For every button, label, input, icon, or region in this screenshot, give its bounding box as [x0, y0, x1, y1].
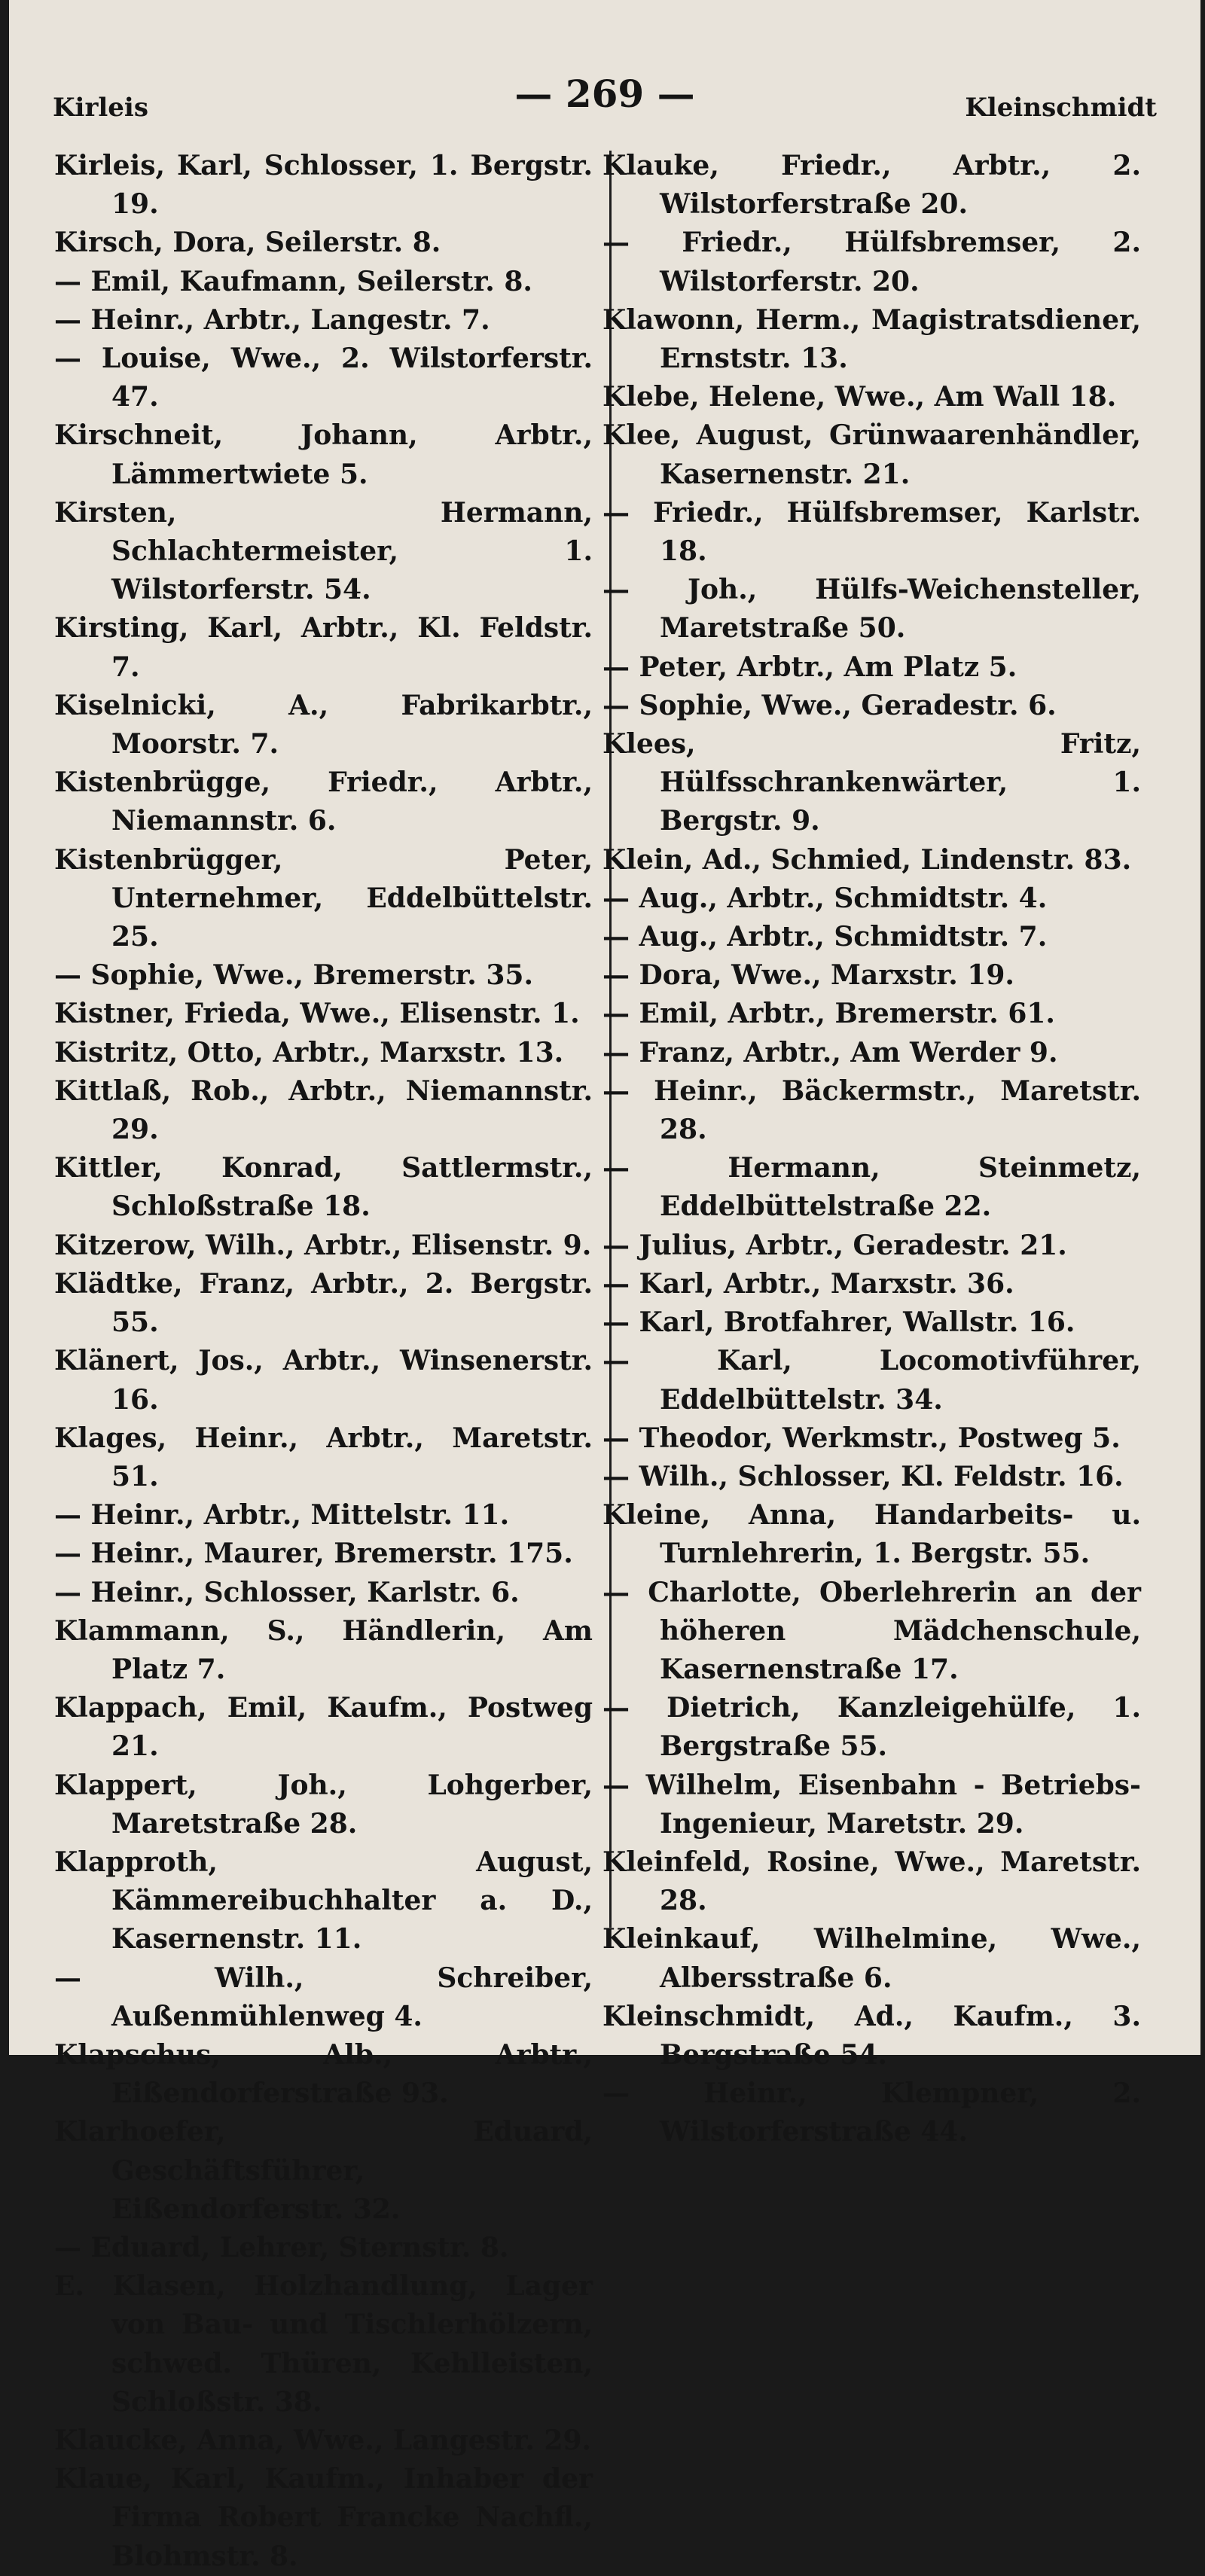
right-column [602, 147, 1141, 2152]
directory-entry: — Dora, Wwe., Marxstr. 19. [602, 959, 1014, 992]
directory-entry: Klappert, Joh., Lohgerber, Maretstraße 28. [54, 1769, 593, 1840]
directory-entry: Kittlaß, Rob., Arbtr., Niemannstr. 29. [54, 1075, 593, 1146]
directory-entry: — Heinr., Arbtr., Langestr. 7. [54, 303, 490, 336]
directory-entry: Klapproth, August, Kämmereibuchhalter a. D., Kasernenstr. 11. [54, 1846, 593, 1956]
directory-entry: — Peter, Arbtr., Am Platz 5. [602, 651, 1017, 683]
directory-entry: Kistner, Frieda, Wwe., Elisenstr. 1. [54, 998, 580, 1030]
directory-entry: Klappach, Emil, Kaufm., Postweg 21. [54, 1692, 593, 1763]
directory-entry: Kirschneit, Johann, Arbtr., Lämmertwiete 5. [54, 419, 593, 490]
directory-entry: — Heinr., Klempner, 2. Wilstorferstraße 44. [602, 2078, 1141, 2148]
directory-entry: Klee, August, Grünwaarenhändler, Kasernenstr. 21. [602, 419, 1141, 490]
directory-entry: — Julius, Arbtr., Geradestr. 21. [602, 1229, 1067, 1261]
directory-entry: — Karl, Locomotivführer, Eddelbüttelstr. 34. [602, 1345, 1141, 1416]
directory-entry: — Aug., Arbtr., Schmidtstr. 7. [602, 921, 1048, 953]
directory-entry: Kitzerow, Wilh., Arbtr., Elisenstr. 9. [54, 1229, 592, 1261]
directory-entry: — Sophie, Wwe., Geradestr. 6. [602, 689, 1057, 721]
directory-entry: — Heinr., Arbtr., Mittelstr. 11. [54, 1499, 510, 1532]
directory-entry: Klammann, S., Händlerin, Am Platz 7. [54, 1614, 593, 1685]
directory-entry: — Wilh., Schlosser, Kl. Feldstr. 16. [602, 1460, 1124, 1492]
directory-entry: Klaucke, Anna, Wwe., Langestr. 29. [54, 2424, 592, 2456]
directory-entry: — Heinr., Schlosser, Karlstr. 6. [54, 1576, 520, 1608]
directory-entry: Klaue, Karl, Kaufm., Inhaber der Firma Robert Francke Nachfl., Blohmstr. 8. [54, 2463, 593, 2572]
directory-entry: Kleinschmidt, Ad., Kaufm., 3. Bergstraße 54. [602, 2000, 1141, 2071]
directory-entry: — Louise, Wwe., 2. Wilstorferstr. 47. [54, 343, 593, 413]
directory-entry: Kistenbrügge, Friedr., Arbtr., Niemannstr. 6. [54, 767, 593, 837]
directory-entry: — Wilhelm, Eisenbahn - Betriebs-Ingenieur, Maretstr. 29. [602, 1769, 1141, 1840]
directory-entry: Klädtke, Franz, Arbtr., 2. Bergstr. 55. [54, 1267, 593, 1339]
directory-entry: Kiselnicki, A., Fabrikarbtr., Moorstr. 7. [54, 689, 593, 761]
directory-entry: — Friedr., Hülfsbremser, 2. Wilstorferstr. 20. [602, 227, 1141, 297]
directory-entry: — Heinr., Bäckermstr., Maretstr. 28. [602, 1075, 1141, 1146]
page-header [53, 72, 1157, 124]
page-number: — 269 — [514, 72, 695, 116]
directory-page [9, 0, 1200, 2572]
directory-entry: Klein, Ad., Schmied, Lindenstr. 83. [602, 843, 1132, 876]
directory-entry: Klapschus, Alb., Arbtr., Eißendorferstraße 93. [54, 2038, 593, 2110]
directory-entry: — Aug., Arbtr., Schmidtstr. 4. [602, 882, 1048, 914]
directory-entry: — Franz, Arbtr., Am Werder 9. [602, 1036, 1058, 1069]
directory-entry: — Karl, Arbtr., Marxstr. 36. [602, 1267, 1014, 1300]
directory-entry: Kleine, Anna, Handarbeits- u. Turnlehrerin, 1. Bergstr. 55. [602, 1499, 1141, 1570]
directory-entry: Klarhoefer, Eduard, Geschäftsführer, Eißendorferstr. 32. [54, 2116, 593, 2225]
directory-entry: — Friedr., Hülfsbremser, Karlstr. 18. [602, 496, 1141, 568]
directory-entry: Klages, Heinr., Arbtr., Maretstr. 51. [54, 1422, 593, 1492]
directory-entry: Klauke, Friedr., Arbtr., 2. Wilstorferstraße 20. [602, 150, 1141, 221]
directory-entry: Kleinkauf, Wilhelmine, Wwe., Albersstraße 6. [602, 1923, 1141, 1994]
directory-entry: — Emil, Arbtr., Bremerstr. 61. [602, 998, 1055, 1030]
directory-entry: Klebe, Helene, Wwe., Am Wall 18. [602, 381, 1117, 413]
directory-entry: — Emil, Kaufmann, Seilerstr. 8. [54, 265, 532, 297]
directory-entry: Kirsten, Hermann, Schlachtermeister, 1. Wilstorferstr. 54. [54, 496, 593, 606]
directory-entry: Kittler, Konrad, Sattlermstr., Schloßstraße 18. [54, 1152, 593, 1223]
directory-entry: — Dietrich, Kanzleigehülfe, 1. Bergstraße 55. [602, 1692, 1141, 1763]
directory-entry: Kirleis, Karl, Schlosser, 1. Bergstr. 19. [54, 150, 593, 221]
directory-entry: — Wilh., Schreiber, Außenmühlenweg 4. [54, 1962, 593, 2032]
directory-entry: Kirsch, Dora, Seilerstr. 8. [54, 227, 441, 259]
directory-entry: Kistritz, Otto, Arbtr., Marxstr. 13. [54, 1036, 564, 1069]
directory-entry: — Hermann, Steinmetz, Eddelbüttelstraße 22. [602, 1152, 1141, 1223]
directory-entry: — Eduard, Lehrer, Sternstr. 8. [54, 2231, 509, 2264]
directory-entry: Kirsting, Karl, Arbtr., Kl. Feldstr. 7. [54, 612, 593, 683]
directory-entry: — Sophie, Wwe., Bremerstr. 35. [54, 959, 533, 992]
left-column [54, 147, 593, 2576]
directory-entry: E. Klasen, Holzhandlung, Lager von Bau- und Tischlerhölzern, schwed. Thüren, Kehlleisten, Schloßstr. 38. [54, 2270, 593, 2418]
header-left-keyword: Kirleis [53, 93, 148, 123]
header-right-keyword: Kleinschmidt [965, 93, 1157, 123]
directory-entry: — Theodor, Werkmstr., Postweg 5. [602, 1422, 1121, 1454]
directory-entry: Kistenbrügger, Peter, Unternehmer, Eddelbüttelstr. 25. [54, 843, 593, 953]
directory-entry: Klees, Fritz, Hülfsschrankenwärter, 1. Bergstr. 9. [602, 728, 1141, 837]
directory-entry: — Charlotte, Oberlehrerin an der höheren Mädchenschule, Kasernenstraße 17. [602, 1576, 1141, 1685]
directory-entry: Klänert, Jos., Arbtr., Winsenerstr. 16. [54, 1345, 593, 1416]
directory-entry: — Karl, Brotfahrer, Wallstr. 16. [602, 1306, 1075, 1339]
directory-entry: Kleinfeld, Rosine, Wwe., Maretstr. 28. [602, 1846, 1141, 1917]
directory-entry: — Heinr., Maurer, Bremerstr. 175. [54, 1538, 573, 1570]
directory-entry: Klawonn, Herm., Magistratsdiener, Ernststr. 13. [602, 303, 1141, 375]
directory-entry: — Joh., Hülfs-Weichensteller, Maretstraße 50. [602, 574, 1141, 645]
